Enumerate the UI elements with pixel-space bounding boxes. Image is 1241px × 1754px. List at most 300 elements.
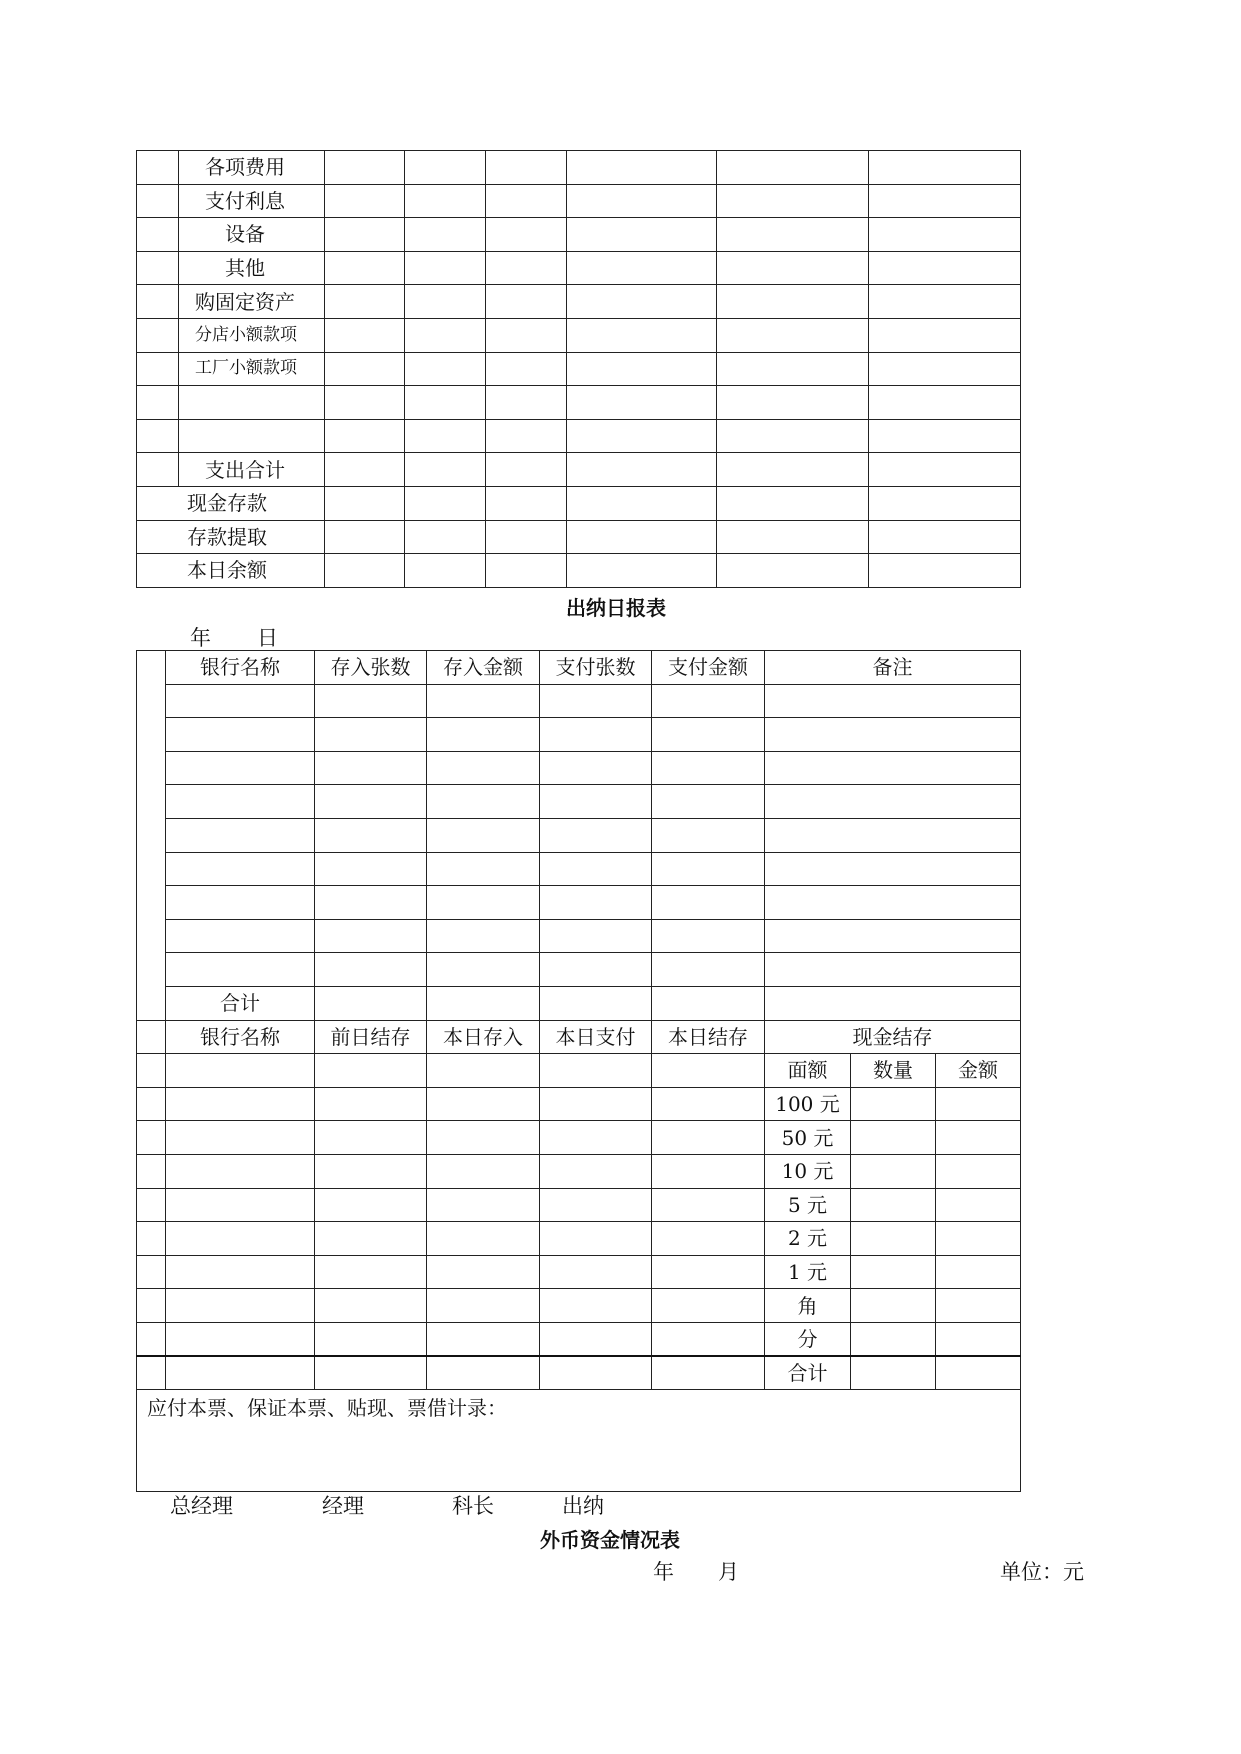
remark-cell	[765, 919, 1021, 953]
denomination-row	[137, 1188, 1021, 1222]
summary-label: 现金存款	[137, 486, 325, 520]
deposit-cell	[652, 718, 765, 752]
expense-value-cell	[486, 218, 567, 252]
summary-value-cell	[869, 486, 1021, 520]
quantity-cell	[851, 1289, 936, 1323]
deposit-row	[137, 785, 1021, 819]
balance-cell	[652, 1154, 765, 1188]
remark-cell	[765, 953, 1021, 987]
balance-cell	[652, 1322, 765, 1356]
cashier-report-date-year: 年	[190, 626, 211, 650]
deposit-cell	[315, 986, 427, 1020]
fx-report-unit: 单位：元	[1000, 1560, 1084, 1584]
balance-cell	[540, 1255, 652, 1289]
deposit-cell	[315, 785, 427, 819]
deposit-cell	[427, 953, 540, 987]
denomination-label: 2 元	[765, 1222, 851, 1256]
balance-cell	[652, 1121, 765, 1155]
amount-cell	[936, 1121, 1021, 1155]
balance-cell	[166, 1188, 315, 1222]
expense-label: 其他	[179, 251, 325, 285]
denomination-label: 10 元	[765, 1154, 851, 1188]
expense-value-cell	[869, 184, 1021, 218]
expense-value-cell	[486, 251, 567, 285]
balance-cell	[315, 1255, 427, 1289]
expense-value-cell	[486, 419, 567, 453]
expense-value-cell	[869, 218, 1021, 252]
summary-value-cell	[869, 554, 1021, 588]
balance-cell	[166, 1154, 315, 1188]
deposit-cell	[540, 852, 652, 886]
deposit-row	[137, 718, 1021, 752]
quantity-cell	[851, 1188, 936, 1222]
expense-value-cell	[869, 318, 1021, 352]
deposit-total-row	[137, 986, 1021, 1020]
summary-value-cell	[405, 520, 486, 554]
balance-cell	[427, 1255, 540, 1289]
deposit-cell	[540, 751, 652, 785]
expense-indent-cell	[137, 419, 179, 453]
amount-cell	[936, 1289, 1021, 1323]
deposit-cell	[652, 852, 765, 886]
deposit-cell	[166, 953, 315, 987]
column-header: 备注	[765, 651, 1021, 685]
deposit-cell	[315, 919, 427, 953]
balance-cell	[427, 1356, 540, 1390]
deposit-cell	[166, 852, 315, 886]
deposit-cell	[166, 818, 315, 852]
expense-value-cell	[717, 184, 869, 218]
cashier-report-date-day: 日	[257, 626, 278, 650]
expense-value-cell	[717, 419, 869, 453]
expense-value-cell	[325, 218, 405, 252]
expense-value-cell	[567, 318, 717, 352]
summary-value-cell	[717, 486, 869, 520]
cash-column-header: 数量	[851, 1054, 936, 1088]
expense-value-cell	[405, 218, 486, 252]
expense-value-cell	[486, 318, 567, 352]
balance-cell	[652, 1356, 765, 1390]
note-row	[137, 1390, 1021, 1492]
quantity-cell	[851, 1087, 936, 1121]
denomination-label: 50 元	[765, 1121, 851, 1155]
summary-value-cell	[325, 554, 405, 588]
denomination-row	[137, 1154, 1021, 1188]
balance-cell	[166, 1289, 315, 1323]
expense-label: 设备	[179, 218, 325, 252]
deposit-cell	[166, 751, 315, 785]
deposit-row	[137, 919, 1021, 953]
expense-value-cell	[717, 251, 869, 285]
deposit-row	[137, 818, 1021, 852]
deposit-cell	[315, 684, 427, 718]
deposit-row	[137, 852, 1021, 886]
balance-cell	[540, 1121, 652, 1155]
summary-value-cell	[325, 486, 405, 520]
remark-cell	[765, 886, 1021, 920]
balance-cell	[540, 1289, 652, 1323]
expense-value-cell	[486, 151, 567, 185]
balance-cell	[427, 1087, 540, 1121]
expense-label: 工厂小额款项	[179, 352, 325, 386]
quantity-cell	[851, 1121, 936, 1155]
summary-value-cell	[486, 520, 567, 554]
expense-value-cell	[325, 386, 405, 420]
expense-value-cell	[405, 184, 486, 218]
fx-report-date-month: 月	[718, 1560, 739, 1584]
expense-label: 支付利息	[179, 184, 325, 218]
expense-value-cell	[325, 184, 405, 218]
denomination-label: 角	[765, 1289, 851, 1323]
expense-value-cell	[717, 318, 869, 352]
deposit-cell	[315, 718, 427, 752]
denomination-label: 1 元	[765, 1255, 851, 1289]
balance-cell	[315, 1322, 427, 1356]
column-header: 前日结存	[315, 1020, 427, 1054]
deposit-cell	[540, 718, 652, 752]
expense-indent-cell	[137, 151, 179, 185]
expense-label: 分店小额款项	[179, 318, 325, 352]
deposit-cell	[427, 785, 540, 819]
deposit-cell	[427, 886, 540, 920]
summary-value-cell	[869, 520, 1021, 554]
balance-cell	[166, 1087, 315, 1121]
expense-value-cell	[325, 453, 405, 487]
summary-value-cell	[567, 554, 717, 588]
expense-indent-cell	[137, 251, 179, 285]
header-row-balances	[137, 1020, 1021, 1054]
balance-cell	[166, 1255, 315, 1289]
expense-value-cell	[717, 453, 869, 487]
expense-value-cell	[869, 352, 1021, 386]
expense-value-cell	[717, 218, 869, 252]
expense-indent-cell	[137, 352, 179, 386]
denomination-label: 100 元	[765, 1087, 851, 1121]
deposit-cell	[652, 886, 765, 920]
deposit-cell	[166, 684, 315, 718]
expense-table	[136, 150, 1021, 588]
quantity-cell	[851, 1222, 936, 1256]
deposit-cell	[540, 886, 652, 920]
deposit-cell	[427, 919, 540, 953]
deposit-cell	[652, 953, 765, 987]
balance-cell	[137, 1322, 166, 1356]
expense-value-cell	[486, 352, 567, 386]
deposit-cell	[540, 919, 652, 953]
balance-cell	[540, 1322, 652, 1356]
expense-value-cell	[405, 318, 486, 352]
expense-value-cell	[325, 251, 405, 285]
note-label: 应付本票、保证本票、贴现、票借计录：	[137, 1390, 1021, 1492]
balance-cell	[427, 1289, 540, 1323]
column-header: 现金结存	[765, 1020, 1021, 1054]
deposit-cell	[315, 852, 427, 886]
deposit-cell	[540, 953, 652, 987]
deposit-cell	[427, 818, 540, 852]
expense-value-cell	[486, 453, 567, 487]
deposit-cell	[315, 751, 427, 785]
denomination-row	[137, 1255, 1021, 1289]
deposit-cell	[315, 886, 427, 920]
deposit-cell	[652, 785, 765, 819]
expense-value-cell	[325, 352, 405, 386]
expense-value-cell	[486, 184, 567, 218]
deposit-cell	[540, 785, 652, 819]
column-header: 本日存入	[427, 1020, 540, 1054]
deposit-cell	[166, 886, 315, 920]
expense-row	[137, 184, 1021, 218]
quantity-cell	[851, 1356, 936, 1390]
deposit-cell	[540, 986, 652, 1020]
expense-value-cell	[869, 386, 1021, 420]
balance-cell	[166, 1121, 315, 1155]
expense-row	[137, 285, 1021, 319]
expense-value-cell	[325, 285, 405, 319]
bank-group-indent	[137, 651, 166, 1021]
expense-value-cell	[869, 151, 1021, 185]
expense-value-cell	[325, 151, 405, 185]
deposit-cell	[427, 684, 540, 718]
balance-cell	[652, 1222, 765, 1256]
signature-general-manager: 总经理	[170, 1494, 233, 1518]
summary-value-cell	[486, 486, 567, 520]
expense-row	[137, 151, 1021, 185]
summary-value-cell	[567, 520, 717, 554]
deposit-row	[137, 751, 1021, 785]
expense-value-cell	[567, 419, 717, 453]
column-header: 银行名称	[166, 1020, 315, 1054]
expense-value-cell	[567, 184, 717, 218]
remark-cell	[765, 684, 1021, 718]
expense-value-cell	[486, 285, 567, 319]
header-row-deposits	[137, 651, 1021, 685]
summary-value-cell	[486, 554, 567, 588]
balance-cell	[137, 1154, 166, 1188]
expense-value-cell	[567, 352, 717, 386]
balance-cell	[315, 1188, 427, 1222]
remark-cell	[765, 818, 1021, 852]
remark-cell	[765, 852, 1021, 886]
denomination-label: 分	[765, 1322, 851, 1356]
deposit-cell	[652, 684, 765, 718]
balance-cell	[427, 1322, 540, 1356]
expense-label: 购固定资产	[179, 285, 325, 319]
expense-value-cell	[405, 285, 486, 319]
balance-cell	[137, 1222, 166, 1256]
total-label: 合计	[166, 986, 315, 1020]
amount-cell	[936, 1356, 1021, 1390]
expense-value-cell	[405, 386, 486, 420]
expense-value-cell	[567, 453, 717, 487]
denomination-row	[137, 1121, 1021, 1155]
expense-indent-cell	[137, 318, 179, 352]
summary-row	[137, 554, 1021, 588]
balance-cell	[166, 1322, 315, 1356]
denomination-label: 5 元	[765, 1188, 851, 1222]
deposit-cell	[427, 751, 540, 785]
balance-cell	[137, 1087, 166, 1121]
remark-cell	[765, 718, 1021, 752]
balance-cell	[540, 1087, 652, 1121]
balance-cell	[540, 1356, 652, 1390]
balance-cell	[652, 1188, 765, 1222]
expense-indent-cell	[137, 386, 179, 420]
quantity-cell	[851, 1322, 936, 1356]
deposit-cell	[427, 718, 540, 752]
expense-value-cell	[869, 285, 1021, 319]
balance-cell	[315, 1154, 427, 1188]
balance-cell	[315, 1054, 427, 1088]
summary-value-cell	[405, 554, 486, 588]
deposit-cell	[315, 953, 427, 987]
cash-column-header: 面额	[765, 1054, 851, 1088]
column-header: 银行名称	[166, 651, 315, 685]
balance-cell	[427, 1154, 540, 1188]
cash-column-header: 金额	[936, 1054, 1021, 1088]
expense-value-cell	[405, 453, 486, 487]
amount-cell	[936, 1154, 1021, 1188]
expense-value-cell	[717, 386, 869, 420]
deposit-cell	[652, 986, 765, 1020]
cashier-report-table	[136, 650, 1021, 1492]
column-header: 支付金额	[652, 651, 765, 685]
expense-row	[137, 386, 1021, 420]
balance-cell	[540, 1222, 652, 1256]
deposit-cell	[427, 852, 540, 886]
balance-cell	[315, 1222, 427, 1256]
balance-cell	[315, 1121, 427, 1155]
balance-cell	[137, 1289, 166, 1323]
balance-cell	[652, 1054, 765, 1088]
balance-cell	[137, 1121, 166, 1155]
remark-cell	[765, 785, 1021, 819]
expense-label	[179, 419, 325, 453]
signature-cashier: 出纳	[562, 1494, 604, 1518]
expense-row	[137, 352, 1021, 386]
column-header: 存入金额	[427, 651, 540, 685]
expense-value-cell	[486, 386, 567, 420]
expense-indent-cell	[137, 184, 179, 218]
deposit-cell	[540, 684, 652, 718]
deposit-cell	[427, 986, 540, 1020]
balance-cell	[652, 1255, 765, 1289]
balance-cell	[166, 1222, 315, 1256]
expense-row	[137, 453, 1021, 487]
amount-cell	[936, 1322, 1021, 1356]
summary-value-cell	[325, 520, 405, 554]
quantity-cell	[851, 1255, 936, 1289]
expense-value-cell	[869, 251, 1021, 285]
balance-cell	[540, 1188, 652, 1222]
balance-cell	[427, 1188, 540, 1222]
column-header: 本日结存	[652, 1020, 765, 1054]
balance-cell	[540, 1154, 652, 1188]
expense-value-cell	[405, 251, 486, 285]
balance-cell	[137, 1054, 166, 1088]
expense-label: 各项费用	[179, 151, 325, 185]
expense-value-cell	[869, 453, 1021, 487]
deposit-row	[137, 886, 1021, 920]
expense-value-cell	[567, 151, 717, 185]
expense-value-cell	[405, 151, 486, 185]
amount-cell	[936, 1188, 1021, 1222]
balance-cell	[137, 1255, 166, 1289]
summary-value-cell	[405, 486, 486, 520]
summary-label: 存款提取	[137, 520, 325, 554]
expense-indent-cell	[137, 218, 179, 252]
expense-label	[179, 386, 325, 420]
fx-report-date-year: 年	[653, 1560, 674, 1584]
expense-value-cell	[405, 419, 486, 453]
expense-value-cell	[717, 352, 869, 386]
expense-value-cell	[567, 285, 717, 319]
balance-cell	[652, 1289, 765, 1323]
expense-row	[137, 218, 1021, 252]
expense-value-cell	[717, 285, 869, 319]
indent-cell	[137, 1020, 166, 1054]
expense-label: 支出合计	[179, 453, 325, 487]
expense-value-cell	[717, 151, 869, 185]
expense-value-cell	[405, 352, 486, 386]
deposit-cell	[652, 919, 765, 953]
summary-value-cell	[567, 486, 717, 520]
quantity-cell	[851, 1154, 936, 1188]
denomination-row	[137, 1322, 1021, 1356]
expense-row	[137, 251, 1021, 285]
column-header: 存入张数	[315, 651, 427, 685]
denomination-row	[137, 1222, 1021, 1256]
deposit-cell	[166, 785, 315, 819]
signature-section-chief: 科长	[452, 1494, 494, 1518]
remark-cell	[765, 751, 1021, 785]
summary-row	[137, 486, 1021, 520]
expense-indent-cell	[137, 285, 179, 319]
expense-value-cell	[869, 419, 1021, 453]
summary-row	[137, 520, 1021, 554]
balance-cell	[137, 1188, 166, 1222]
signature-manager: 经理	[322, 1494, 364, 1518]
cashier-report-title: 出纳日报表	[566, 596, 666, 620]
amount-cell	[936, 1222, 1021, 1256]
denomination-row	[137, 1289, 1021, 1323]
balance-cell	[315, 1289, 427, 1323]
denomination-row	[137, 1356, 1021, 1390]
denomination-row	[137, 1087, 1021, 1121]
deposit-cell	[540, 818, 652, 852]
cash-header-row	[137, 1054, 1021, 1088]
balance-cell	[427, 1222, 540, 1256]
balance-cell	[166, 1054, 315, 1088]
fx-report-title: 外币资金情况表	[540, 1528, 680, 1552]
remark-cell	[765, 986, 1021, 1020]
balance-cell	[166, 1356, 315, 1390]
expense-indent-cell	[137, 453, 179, 487]
expense-value-cell	[325, 419, 405, 453]
deposit-cell	[166, 919, 315, 953]
balance-cell	[427, 1054, 540, 1088]
expense-row	[137, 318, 1021, 352]
expense-value-cell	[567, 218, 717, 252]
amount-cell	[936, 1087, 1021, 1121]
summary-value-cell	[717, 554, 869, 588]
deposit-row	[137, 684, 1021, 718]
column-header: 本日支付	[540, 1020, 652, 1054]
deposit-row	[137, 953, 1021, 987]
expense-value-cell	[567, 386, 717, 420]
deposit-cell	[315, 818, 427, 852]
balance-cell	[427, 1121, 540, 1155]
summary-label: 本日余额	[137, 554, 325, 588]
